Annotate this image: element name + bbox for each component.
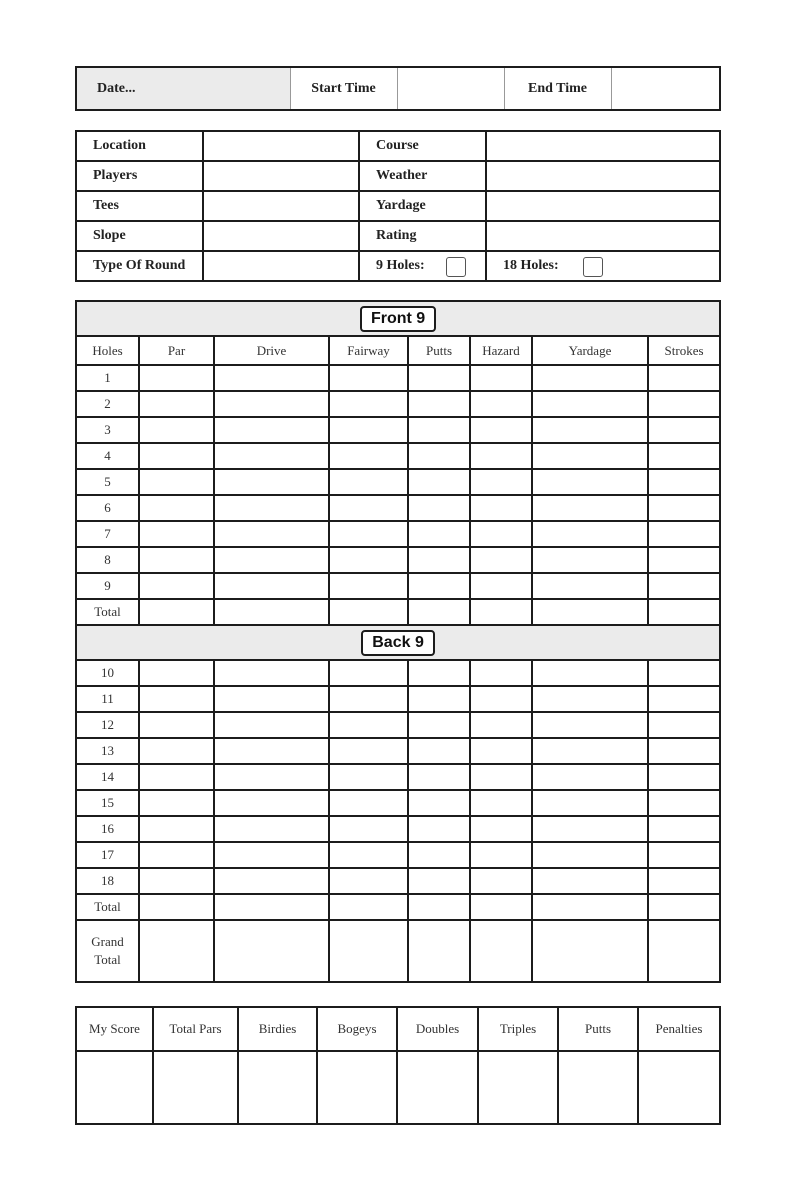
score-cell[interactable] — [214, 660, 329, 686]
score-cell[interactable] — [139, 469, 214, 495]
score-cell[interactable] — [408, 764, 470, 790]
summary-field[interactable] — [153, 1051, 238, 1124]
score-cell[interactable] — [139, 712, 214, 738]
end-time-field[interactable] — [611, 67, 720, 110]
hole-label: 16 — [76, 816, 139, 842]
info-field[interactable] — [486, 191, 720, 221]
info-field[interactable] — [486, 161, 720, 191]
score-cell[interactable] — [408, 495, 470, 521]
column-header: Holes — [76, 336, 139, 365]
summary-table — [75, 1006, 721, 1125]
score-cell[interactable] — [532, 547, 648, 573]
column-header-row — [76, 336, 720, 365]
score-row — [76, 842, 720, 868]
hole-label: 18 — [76, 868, 139, 894]
info-field[interactable] — [203, 161, 359, 191]
info-label: Course — [359, 131, 486, 161]
score-cell[interactable] — [648, 521, 720, 547]
score-cell[interactable] — [139, 686, 214, 712]
start-time-field[interactable] — [397, 67, 504, 110]
hole-label: 13 — [76, 738, 139, 764]
score-cell[interactable] — [470, 686, 532, 712]
scorecard-table — [75, 300, 721, 983]
nine-holes-label: 9 Holes: — [376, 258, 425, 273]
score-cell[interactable] — [139, 790, 214, 816]
score-cell[interactable] — [408, 599, 470, 625]
summary-header: Total Pars — [153, 1007, 238, 1051]
score-cell[interactable] — [329, 660, 408, 686]
score-row — [76, 894, 720, 920]
score-cell[interactable] — [408, 660, 470, 686]
score-row — [76, 417, 720, 443]
info-label: Weather — [359, 161, 486, 191]
grand-total-line-1: Grand — [91, 934, 124, 949]
eighteen-holes-cell — [486, 251, 720, 281]
score-cell[interactable] — [648, 868, 720, 894]
summary-header: Triples — [478, 1007, 558, 1051]
summary-header: Penalties — [638, 1007, 720, 1051]
score-cell[interactable] — [139, 920, 214, 982]
info-label: Yardage — [359, 191, 486, 221]
score-cell[interactable] — [532, 573, 648, 599]
front-nine-band-cell — [76, 301, 720, 336]
score-cell[interactable] — [329, 790, 408, 816]
score-cell[interactable] — [648, 365, 720, 391]
score-cell[interactable] — [648, 469, 720, 495]
summary-field[interactable] — [478, 1051, 558, 1124]
score-row — [76, 547, 720, 573]
score-cell[interactable] — [139, 599, 214, 625]
summary-header: Putts — [558, 1007, 638, 1051]
score-row — [76, 391, 720, 417]
summary-values-row — [76, 1051, 720, 1124]
score-cell[interactable] — [329, 599, 408, 625]
score-cell[interactable] — [532, 365, 648, 391]
start-time-label: Start Time — [290, 67, 397, 110]
scorecard-body — [76, 301, 720, 982]
score-cell[interactable] — [408, 894, 470, 920]
score-cell[interactable] — [214, 365, 329, 391]
score-cell[interactable] — [532, 660, 648, 686]
column-header: Putts — [408, 336, 470, 365]
score-cell[interactable] — [532, 469, 648, 495]
score-cell[interactable] — [648, 547, 720, 573]
info-rows — [76, 131, 720, 281]
summary-header: My Score — [76, 1007, 153, 1051]
score-cell[interactable] — [648, 738, 720, 764]
score-cell[interactable] — [214, 712, 329, 738]
score-cell[interactable] — [532, 495, 648, 521]
score-cell[interactable] — [139, 521, 214, 547]
info-row — [76, 191, 720, 221]
score-cell[interactable] — [214, 686, 329, 712]
score-cell[interactable] — [329, 764, 408, 790]
score-cell[interactable] — [470, 868, 532, 894]
score-cell[interactable] — [470, 764, 532, 790]
score-cell[interactable] — [139, 495, 214, 521]
score-cell[interactable] — [470, 547, 532, 573]
score-cell[interactable] — [408, 521, 470, 547]
hole-label: 8 — [76, 547, 139, 573]
score-cell[interactable] — [329, 816, 408, 842]
score-row — [76, 816, 720, 842]
score-cell[interactable] — [139, 573, 214, 599]
score-row — [76, 738, 720, 764]
score-cell[interactable] — [329, 573, 408, 599]
summary-field[interactable] — [638, 1051, 720, 1124]
score-row — [76, 599, 720, 625]
score-row — [76, 443, 720, 469]
hole-label: 7 — [76, 521, 139, 547]
info-field[interactable] — [203, 191, 359, 221]
score-cell[interactable] — [139, 660, 214, 686]
hole-label: 4 — [76, 443, 139, 469]
score-cell[interactable] — [648, 391, 720, 417]
score-cell[interactable] — [214, 417, 329, 443]
back-nine-band-cell — [76, 625, 720, 660]
score-cell[interactable] — [408, 738, 470, 764]
score-cell[interactable] — [532, 443, 648, 469]
score-cell[interactable] — [139, 417, 214, 443]
round-type-row — [76, 251, 720, 281]
score-cell[interactable] — [648, 894, 720, 920]
back-nine-band — [76, 625, 720, 660]
date-time-header — [75, 66, 721, 111]
score-cell[interactable] — [532, 920, 648, 982]
score-cell[interactable] — [470, 738, 532, 764]
hole-label: 12 — [76, 712, 139, 738]
score-cell[interactable] — [532, 686, 648, 712]
summary-field[interactable] — [238, 1051, 317, 1124]
info-field[interactable] — [203, 131, 359, 161]
score-cell[interactable] — [139, 738, 214, 764]
score-row — [76, 469, 720, 495]
score-cell[interactable] — [329, 712, 408, 738]
score-cell[interactable] — [470, 816, 532, 842]
score-row — [76, 365, 720, 391]
score-cell[interactable] — [408, 365, 470, 391]
score-cell[interactable] — [214, 547, 329, 573]
score-cell[interactable] — [214, 894, 329, 920]
score-cell[interactable] — [214, 738, 329, 764]
column-header: Strokes — [648, 336, 720, 365]
hole-label: 10 — [76, 660, 139, 686]
score-cell[interactable] — [532, 790, 648, 816]
hole-label: 9 — [76, 573, 139, 599]
hole-label: 11 — [76, 686, 139, 712]
score-row — [76, 660, 720, 686]
score-cell[interactable] — [214, 816, 329, 842]
score-cell[interactable] — [532, 842, 648, 868]
info-row — [76, 161, 720, 191]
score-cell[interactable] — [408, 573, 470, 599]
summary-field[interactable] — [76, 1051, 153, 1124]
end-time-label: End Time — [504, 67, 611, 110]
score-cell[interactable] — [139, 391, 214, 417]
score-row — [76, 573, 720, 599]
score-cell[interactable] — [408, 712, 470, 738]
score-cell[interactable] — [470, 712, 532, 738]
hole-label: 14 — [76, 764, 139, 790]
info-label: Slope — [76, 221, 203, 251]
score-cell[interactable] — [470, 469, 532, 495]
hole-label: Total — [76, 894, 139, 920]
score-cell[interactable] — [408, 686, 470, 712]
column-header: Hazard — [470, 336, 532, 365]
score-cell[interactable] — [329, 417, 408, 443]
score-cell[interactable] — [470, 365, 532, 391]
eighteen-holes-label: 18 Holes: — [503, 258, 559, 273]
score-cell[interactable] — [139, 547, 214, 573]
date-label: Date... — [97, 80, 136, 96]
score-cell[interactable] — [470, 495, 532, 521]
hole-label: 1 — [76, 365, 139, 391]
score-cell[interactable] — [532, 868, 648, 894]
score-cell[interactable] — [329, 686, 408, 712]
score-cell[interactable] — [648, 764, 720, 790]
round-type-field[interactable] — [203, 251, 359, 281]
column-header: Fairway — [329, 336, 408, 365]
score-cell[interactable] — [470, 521, 532, 547]
score-cell[interactable] — [408, 920, 470, 982]
hole-label: 15 — [76, 790, 139, 816]
score-cell[interactable] — [470, 660, 532, 686]
summary-header-row — [76, 1007, 720, 1051]
score-cell[interactable] — [408, 391, 470, 417]
score-cell[interactable] — [329, 868, 408, 894]
hole-label: 5 — [76, 469, 139, 495]
score-cell[interactable] — [214, 495, 329, 521]
info-row — [76, 221, 720, 251]
info-field[interactable] — [486, 221, 720, 251]
column-header: Yardage — [532, 336, 648, 365]
score-cell[interactable] — [532, 894, 648, 920]
hole-label: 3 — [76, 417, 139, 443]
score-cell[interactable] — [470, 842, 532, 868]
score-cell[interactable] — [139, 764, 214, 790]
summary-field[interactable] — [558, 1051, 638, 1124]
grand-total-row — [76, 920, 720, 982]
score-cell[interactable] — [329, 842, 408, 868]
score-cell[interactable] — [214, 521, 329, 547]
hole-label: 2 — [76, 391, 139, 417]
score-cell[interactable] — [648, 443, 720, 469]
hole-label: 6 — [76, 495, 139, 521]
score-cell[interactable] — [139, 894, 214, 920]
front-nine-label: Front 9 — [360, 306, 436, 332]
score-cell[interactable] — [408, 417, 470, 443]
info-label: Tees — [76, 191, 203, 221]
score-cell[interactable] — [139, 365, 214, 391]
score-cell[interactable] — [214, 391, 329, 417]
info-row — [76, 131, 720, 161]
column-header: Par — [139, 336, 214, 365]
score-cell[interactable] — [532, 521, 648, 547]
score-cell[interactable] — [408, 469, 470, 495]
score-cell[interactable] — [470, 573, 532, 599]
score-row — [76, 790, 720, 816]
score-cell[interactable] — [532, 764, 648, 790]
hole-label: Total — [76, 599, 139, 625]
score-cell[interactable] — [470, 391, 532, 417]
score-cell[interactable] — [139, 868, 214, 894]
score-cell[interactable] — [214, 599, 329, 625]
score-cell[interactable] — [329, 365, 408, 391]
score-cell[interactable] — [648, 816, 720, 842]
score-cell[interactable] — [408, 868, 470, 894]
grand-total-label — [76, 920, 139, 982]
score-cell[interactable] — [470, 443, 532, 469]
score-cell[interactable] — [470, 417, 532, 443]
hole-label: 17 — [76, 842, 139, 868]
score-cell[interactable] — [532, 738, 648, 764]
score-cell[interactable] — [329, 738, 408, 764]
score-cell[interactable] — [329, 495, 408, 521]
info-label: Players — [76, 161, 203, 191]
score-cell[interactable] — [139, 816, 214, 842]
score-cell[interactable] — [648, 920, 720, 982]
score-cell[interactable] — [214, 920, 329, 982]
score-row — [76, 521, 720, 547]
score-cell[interactable] — [329, 547, 408, 573]
info-label: Location — [76, 131, 203, 161]
score-cell[interactable] — [648, 573, 720, 599]
score-row — [76, 686, 720, 712]
score-cell[interactable] — [139, 842, 214, 868]
date-field[interactable] — [76, 67, 290, 110]
score-cell[interactable] — [408, 790, 470, 816]
score-cell[interactable] — [139, 443, 214, 469]
round-type-label: Type Of Round — [76, 251, 203, 281]
score-cell[interactable] — [329, 443, 408, 469]
score-cell[interactable] — [648, 495, 720, 521]
score-cell[interactable] — [214, 764, 329, 790]
score-cell[interactable] — [408, 547, 470, 573]
score-cell[interactable] — [329, 391, 408, 417]
score-cell[interactable] — [648, 417, 720, 443]
score-row — [76, 495, 720, 521]
grand-total-line-2: Total — [94, 952, 121, 967]
score-cell[interactable] — [648, 686, 720, 712]
score-cell[interactable] — [214, 842, 329, 868]
summary-field[interactable] — [317, 1051, 397, 1124]
score-row — [76, 712, 720, 738]
score-cell[interactable] — [532, 599, 648, 625]
score-cell[interactable] — [470, 790, 532, 816]
score-cell[interactable] — [648, 790, 720, 816]
score-cell[interactable] — [214, 790, 329, 816]
eighteen-holes-checkbox[interactable] — [583, 257, 603, 277]
score-cell[interactable] — [648, 599, 720, 625]
score-cell[interactable] — [329, 920, 408, 982]
score-cell[interactable] — [329, 521, 408, 547]
nine-holes-checkbox[interactable] — [446, 257, 466, 277]
front-nine-band — [76, 301, 720, 336]
score-cell[interactable] — [648, 712, 720, 738]
score-cell[interactable] — [648, 842, 720, 868]
summary-header: Bogeys — [317, 1007, 397, 1051]
score-cell[interactable] — [329, 894, 408, 920]
score-cell[interactable] — [648, 660, 720, 686]
score-cell[interactable] — [532, 816, 648, 842]
info-field[interactable] — [203, 221, 359, 251]
score-cell[interactable] — [532, 712, 648, 738]
column-header: Drive — [214, 336, 329, 365]
score-cell[interactable] — [470, 920, 532, 982]
round-info-table — [75, 130, 721, 282]
score-cell[interactable] — [214, 443, 329, 469]
score-cell[interactable] — [214, 573, 329, 599]
summary-header: Doubles — [397, 1007, 478, 1051]
info-field[interactable] — [486, 131, 720, 161]
summary-field[interactable] — [397, 1051, 478, 1124]
score-cell[interactable] — [532, 417, 648, 443]
score-cell[interactable] — [470, 894, 532, 920]
back-nine-label: Back 9 — [361, 630, 435, 656]
summary-header: Birdies — [238, 1007, 317, 1051]
score-row — [76, 868, 720, 894]
score-cell[interactable] — [408, 842, 470, 868]
score-cell[interactable] — [408, 443, 470, 469]
score-cell[interactable] — [408, 816, 470, 842]
score-cell[interactable] — [532, 391, 648, 417]
score-row — [76, 764, 720, 790]
nine-holes-cell — [359, 251, 486, 281]
score-cell[interactable] — [214, 469, 329, 495]
score-cell[interactable] — [329, 469, 408, 495]
info-label: Rating — [359, 221, 486, 251]
score-cell[interactable] — [214, 868, 329, 894]
score-cell[interactable] — [470, 599, 532, 625]
